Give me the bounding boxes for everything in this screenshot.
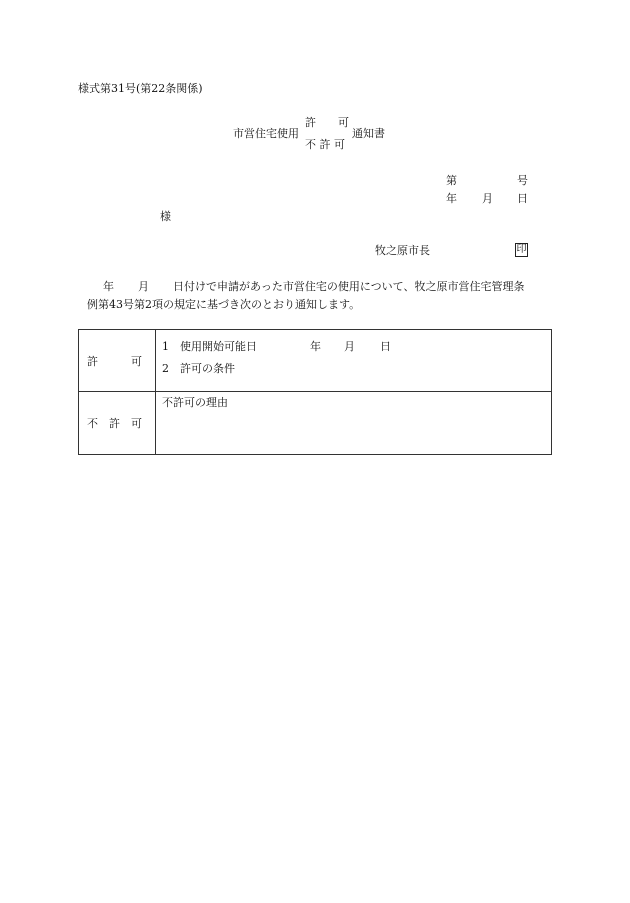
permit-detail-cell [156, 330, 552, 392]
body-year-label: 年 [103, 280, 114, 293]
issuer-title: 牧之原市長 [375, 244, 430, 257]
reference-dai: 第 [446, 174, 457, 187]
deny-reason-label: 不許可の理由 [162, 396, 228, 409]
start-date-day: 日 [380, 340, 391, 353]
date-year-label: 年 [446, 192, 457, 205]
deny-label: 不 許 可 [87, 417, 142, 430]
seal-mark: 印 [516, 244, 527, 255]
deny-label-cell [79, 392, 156, 455]
body-line-1: 日付けで申請があった市営住宅の使用について、牧之原市営住宅管理条 [173, 280, 525, 293]
title-option-permit: 許 可 [305, 116, 349, 129]
deny-detail-cell [156, 392, 552, 455]
table-row-permit [79, 330, 552, 392]
permit-label-cell [79, 330, 156, 392]
title-suffix: 通知書 [352, 127, 385, 140]
start-date-month: 月 [344, 340, 355, 353]
reference-go: 号 [517, 174, 528, 187]
addressee-suffix: 様 [160, 210, 171, 223]
permit-label: 許 可 [87, 355, 142, 368]
date-day-label: 日 [517, 192, 528, 205]
date-month-label: 月 [482, 192, 493, 205]
title-option-deny: 不 許 可 [305, 138, 345, 151]
body-line-2: 例第43号第2項の規定に基づき次のとおり通知します。 [87, 298, 361, 311]
table-row-deny [79, 392, 552, 455]
start-date-item: 1 使用開始可能日 [162, 340, 257, 353]
start-date-year: 年 [310, 340, 321, 353]
conditions-item: 2 許可の条件 [162, 362, 235, 375]
body-month-label: 月 [138, 280, 149, 293]
form-number: 様式第31号(第22条関係) [78, 82, 203, 95]
title-prefix: 市営住宅使用 [233, 127, 299, 140]
decision-table [78, 329, 552, 455]
